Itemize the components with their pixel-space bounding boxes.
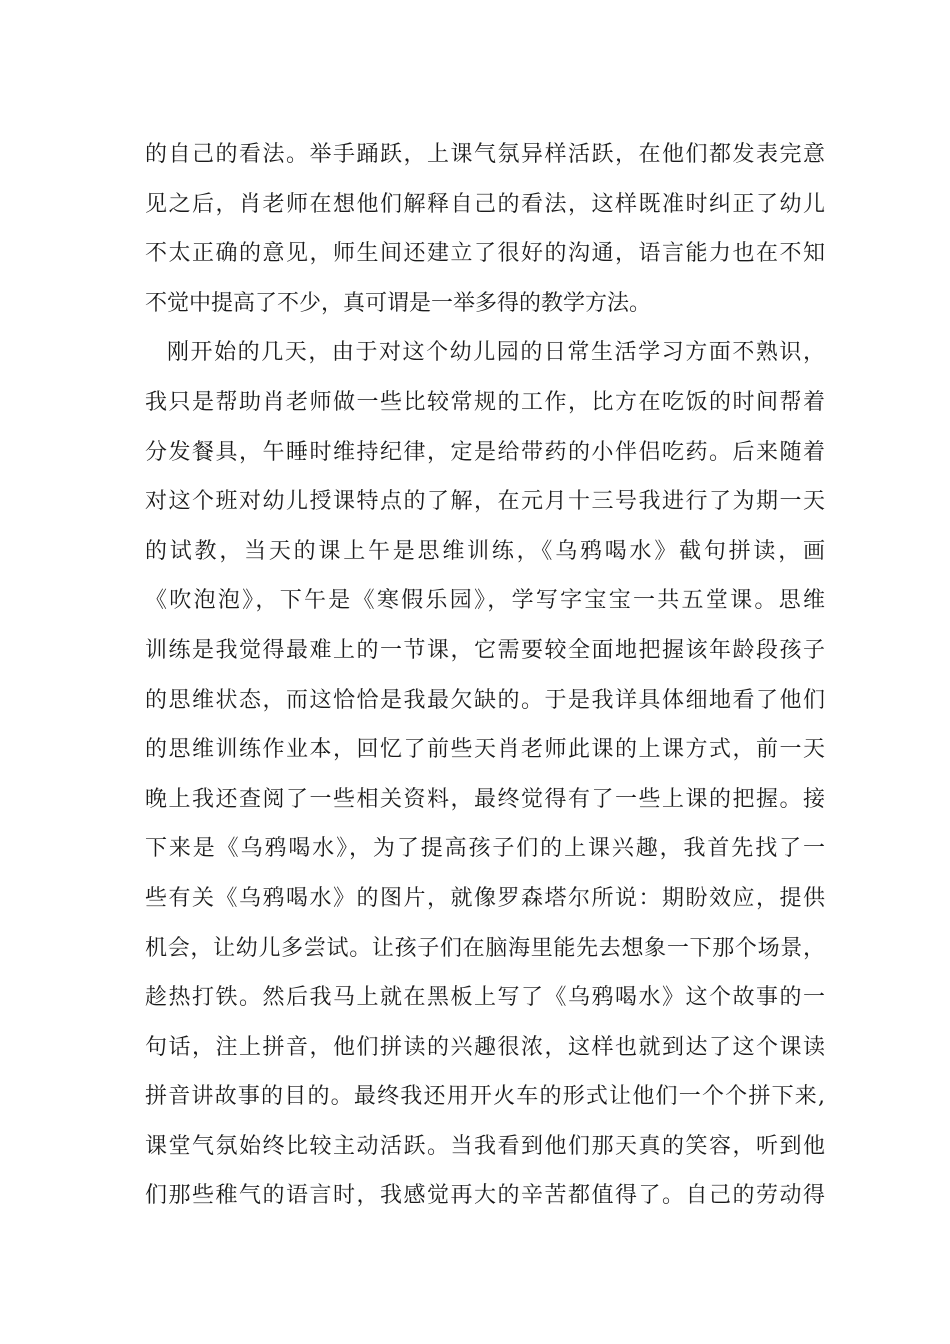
- text-line: 训练是我觉得最难上的一节课，它需要较全面地把握该年龄段孩子: [145, 637, 825, 663]
- text-line: 晚上我还查阅了一些相关资料，最终觉得有了一些上课的把握。接: [145, 786, 825, 812]
- text-line: 《吹泡泡》，下午是《寒假乐园》，学写字宝宝一共五堂课。思维: [145, 588, 825, 614]
- text-line: 课堂气氛始终比较主动活跃。当我看到他们那天真的笑容，听到他: [145, 1133, 825, 1159]
- text-line: 分发餐具，午睡时维持纪律，定是给带药的小伴侣吃药。后来随着: [145, 439, 825, 465]
- text-line: 不太正确的意见，师生间还建立了很好的沟通，语言能力也在不知: [145, 241, 825, 267]
- text-line: 们那些稚气的语言时，我感觉再大的辛苦都值得了。自己的劳动得: [145, 1183, 825, 1209]
- text-line: 的试教，当天的课上午是思维训练，《乌鸦喝水》截句拼读，画: [145, 538, 825, 564]
- paragraph-first-line: 刚开始的几天，由于对这个幼儿园的日常生活学习方面不熟识，: [167, 340, 825, 366]
- text-line: 下来是《乌鸦喝水》，为了提高孩子们的上课兴趣，我首先找了一: [145, 836, 825, 862]
- body-text: [145, 130, 825, 1221]
- text-line: 拼音讲故事的目的。最终我还用开火车的形式让他们一个个拼下来,: [145, 1084, 825, 1110]
- text-line: 我只是帮助肖老师做一些比较常规的工作，比方在吃饭的时间帮着: [145, 389, 825, 415]
- text-line: 趁热打铁。然后我马上就在黑板上写了《乌鸦喝水》这个故事的一: [145, 985, 825, 1011]
- text-line: 的思维训练作业本，回忆了前些天肖老师此课的上课方式，前一天: [145, 737, 825, 763]
- text-line: 见之后，肖老师在想他们解释自己的看法，这样既准时纠正了幼儿: [145, 191, 825, 217]
- text-line: 对这个班对幼儿授课特点的了解，在元月十三号我进行了为期一天: [145, 489, 825, 515]
- text-line: 些有关《乌鸦喝水》的图片，就像罗森塔尔所说：期盼效应，提供: [145, 885, 825, 911]
- text-line: 的思维状态，而这恰恰是我最欠缺的。于是我详具体细地看了他们: [145, 687, 825, 713]
- text-line: 不觉中提高了不少，真可谓是一举多得的教学方法。: [145, 290, 652, 316]
- text-line: 机会，让幼儿多尝试。让孩子们在脑海里能先去想象一下那个场景，: [145, 935, 825, 961]
- text-line: 的自己的看法。举手踊跃，上课气氛异样活跃，在他们都发表完意: [145, 142, 825, 167]
- text-line: 句话，注上拼音，他们拼读的兴趣很浓，这样也就到达了这个课读: [145, 1034, 825, 1060]
